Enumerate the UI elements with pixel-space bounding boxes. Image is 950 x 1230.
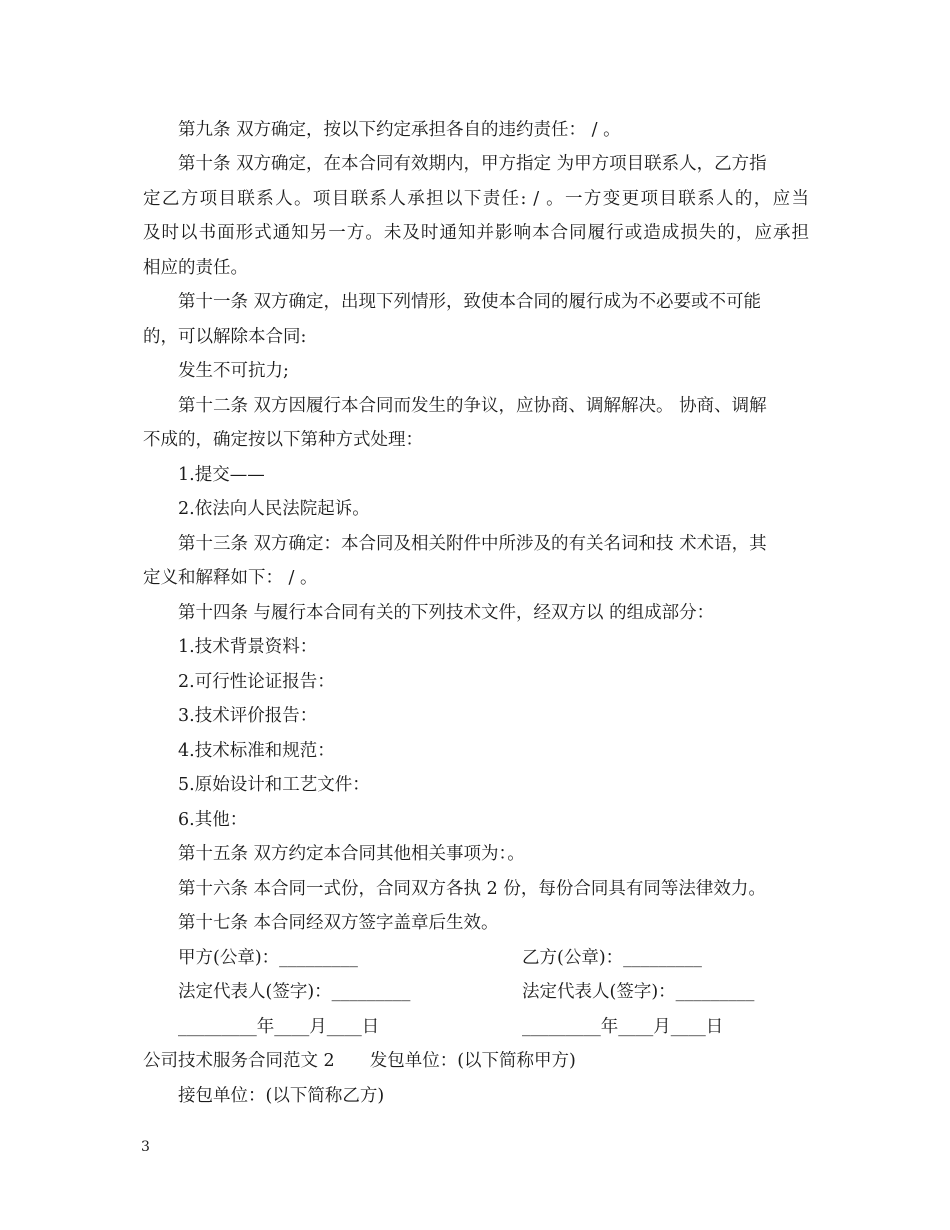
clause-11-item: 发生不可抗力; [178,361,289,381]
clause-14-item-6: 6.其他： [178,810,248,830]
clause-10-line-1: 第十条 双方确定，在本合同有效期内，甲方指定 为甲方项目联系人，乙方指 [178,154,767,174]
party-b-seal-field: 乙方(公章)：_________ [522,948,702,968]
party-b-date-field: _________年____月____日 [522,1017,724,1037]
clause-13-line-2: 定义和解释如下： / 。 [143,568,318,588]
party-a-rep-field: 法定代表人(签字)：_________ [178,982,411,1002]
clause-9: 第九条 双方确定，按以下约定承担各自的违约责任： / 。 [178,120,621,140]
clause-14-item-3: 3.技术评价报告： [178,706,318,726]
next-contract-contractor: 接包单位：(以下简称乙方) [178,1086,385,1106]
clause-15: 第十五条 双方约定本合同其他相关事项为：。 [178,844,525,864]
clause-11-line-1: 第十一条 双方确定，出现下列情形，致使本合同的履行成为不必要或不可能 [178,292,762,312]
clause-10-line-2: 定乙方项目联系人。项目联系人承担以下责任: / 。一方变更项目联系人的，应当 [143,189,809,209]
clause-14-line-1: 第十四条 与履行本合同有关的下列技术文件，经双方以 的组成部分： [178,603,715,623]
clause-12-line-2: 不成的，确定按以下第种方式处理： [143,430,423,450]
clause-12-option-1: 1.提交—— [178,465,265,485]
party-b-rep-field: 法定代表人(签字)：_________ [522,982,755,1002]
clause-10-line-4: 相应的责任。 [143,258,248,278]
clause-14-item-4: 4.技术标准和规范： [178,741,335,761]
clause-13-line-1: 第十三条 双方确定：本合同及相关附件中所涉及的有关名词和技 术术语，其 [178,534,767,554]
clause-17: 第十七条 本合同经双方签字盖章后生效。 [178,913,499,933]
clause-10-line-3: 及时以书面形式通知另一方。未及时通知并影响本合同履行或造成损失的，应承担 [143,223,809,243]
next-contract-title: 公司技术服务合同范文 2 发包单位：(以下简称甲方) [143,1051,576,1071]
clause-16: 第十六条 本合同一式份，合同双方各执 2 份，每份合同具有同等法律效力。 [178,879,766,899]
clause-14-item-2: 2.可行性论证报告： [178,672,335,692]
party-a-seal-field: 甲方(公章)：_________ [178,948,358,968]
clause-12-option-2: 2.依法向人民法院起诉。 [178,499,370,519]
clause-14-item-5: 5.原始设计和工艺文件： [178,775,370,795]
clause-11-line-2: 的，可以解除本合同: [143,327,307,347]
page-number: 3 [141,1139,150,1155]
clause-14-item-1: 1.技术背景资料： [178,637,318,657]
party-a-date-field: _________年____月____日 [178,1017,380,1037]
clause-12-line-1: 第十二条 双方因履行本合同而发生的争议，应协商、调解解决。 协商、调解 [178,396,767,416]
